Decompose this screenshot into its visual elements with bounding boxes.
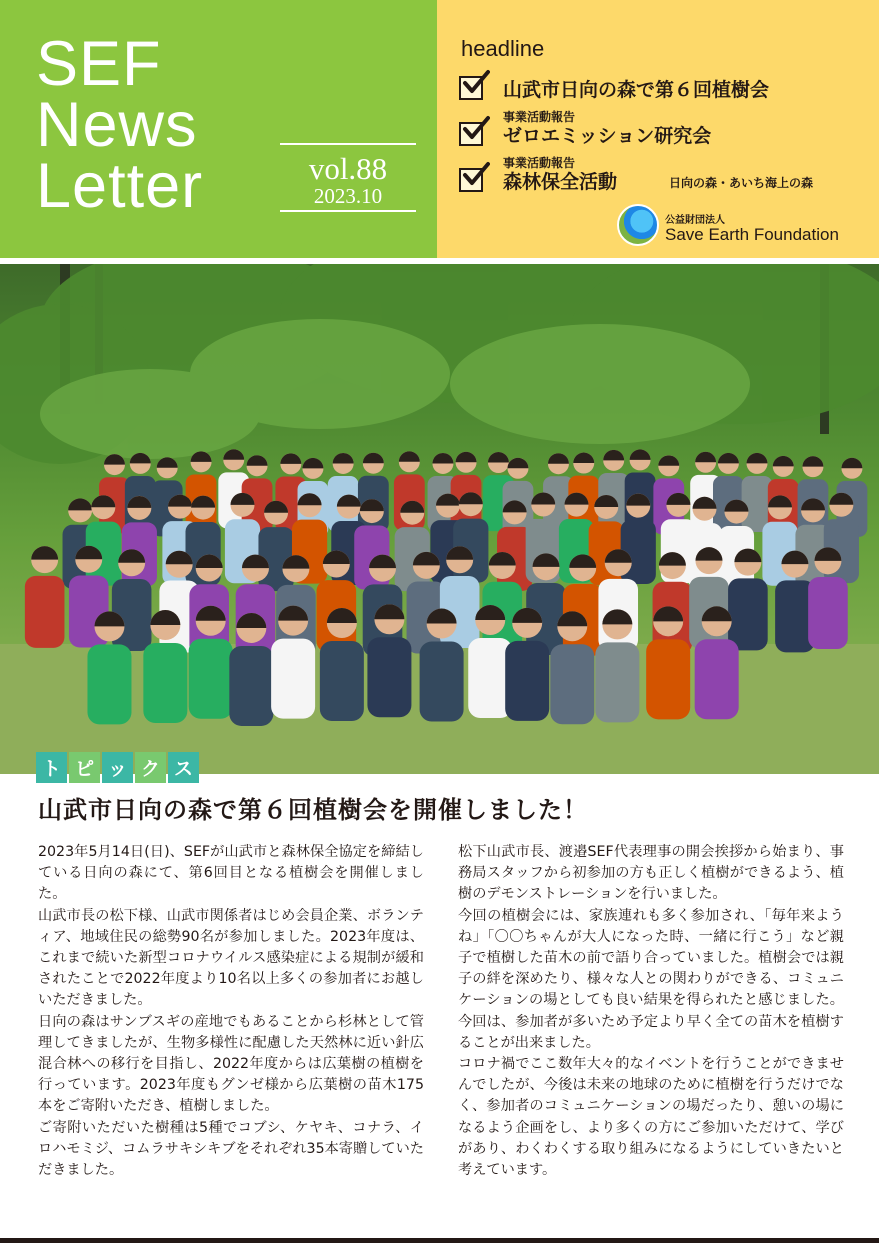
person-figure: [229, 646, 273, 726]
article-column-left: [38, 842, 424, 1181]
article-paragraph: 松下山武市長、渡邉SEF代表理事の開会挨拶から始まり、事務局スタッフから初参加の方も正しく植樹ができるよう、植樹のデモンストレーションを行いました。: [458, 844, 844, 903]
person-hair: [841, 458, 862, 469]
article-paragraph: 山武市長の松下様、山武市関係者はじめ会員企業、ボランティア、地域住民の総勢90名が参加しました。2023年度は、これまで続いた新型コロナウイルス感染症による規制が緩和されたことで2022年度より10名以上多くの参加者にお越しいただきました。: [38, 907, 424, 1009]
topics-badge-char: ピ: [69, 752, 100, 783]
topics-badge-char: ッ: [102, 752, 133, 783]
person-hair: [747, 453, 768, 464]
person-hair: [31, 546, 58, 560]
issue-date: 2023.10: [313, 184, 383, 208]
person-hair: [603, 450, 624, 461]
article-paragraph: 2023年5月14日(日)、SEFが山武市と森林保全協定を締結している日向の森にて、第6回目となる植樹会を開催しました。: [38, 844, 424, 903]
person-hair: [695, 452, 716, 463]
person-hair: [488, 452, 509, 463]
forest-group-photo-illustration: [0, 264, 879, 774]
person-figure: [808, 577, 848, 649]
earth-logo-icon: [617, 204, 659, 246]
person-hair: [302, 458, 323, 468]
headline-item-category: 事業活動報告: [503, 110, 576, 124]
person-figure: [695, 639, 739, 719]
article-paragraph: ご寄附いただいた樹種は5種でコブシ、ケヤキ、コナラ、イロハモミジ、コムラサキシキブをそれぞれ35本寄贈していただきました。: [38, 1119, 424, 1179]
divider: [280, 210, 416, 212]
headline-item-category: 事業活動報告: [503, 156, 576, 170]
person-figure: [728, 578, 768, 650]
group-photo: [0, 264, 879, 774]
article-paragraph: 日向の森はサンブスギの産地でもあることから杉林として管理してきましたが、生物多様性に配慮した天然林に近い針広混合林への移行を目指し、2022年度からは広葉樹の植樹を行っています。2023年度もグンゼ様から広葉樹の苗木175本をご寄附いただき、植樹しました。: [38, 1013, 424, 1115]
person-figure: [595, 642, 639, 722]
logo-name: Save Earth Foundation: [665, 225, 839, 244]
logo-subtitle: 公益財団法人: [665, 215, 725, 226]
person-hair: [157, 457, 178, 467]
person-figure: [420, 642, 464, 722]
topics-badge: [36, 752, 201, 786]
headline-item-text: 森林保全活動: [503, 171, 618, 193]
person-figure: [189, 639, 233, 719]
person-hair: [773, 456, 794, 467]
person-hair: [507, 458, 528, 468]
person-figure: [87, 644, 131, 724]
article-column-right: [458, 842, 844, 1181]
foundation-logo[interactable]: [617, 204, 847, 254]
headline-panel: [437, 0, 879, 258]
headline-item-text: ゼロエミッション研究会: [503, 125, 712, 147]
person-hair: [399, 451, 420, 462]
checkbox-icon: [459, 122, 483, 146]
person-hair: [280, 453, 301, 464]
article-paragraph: コロナ禍でここ数年大々的なイベントを行うことができませんでしたが、今後は未来の地球のために植樹を行うだけでなく、参加者のコミュニケーションの場だったり、憩いの場になるよう企画をし、より多くの方にご参加いただけて、学びがあり、わくわくする取り組みになるようにしていきたいと考えています。: [458, 1056, 844, 1179]
topics-badge-char: ス: [168, 752, 199, 783]
masthead-title-line: Letter: [36, 151, 204, 221]
topics-badge-char: ト: [36, 752, 67, 783]
person-hair: [68, 498, 92, 510]
person-hair: [658, 455, 679, 465]
person-hair: [630, 449, 651, 459]
issue-volume: vol.88: [308, 151, 388, 186]
person-hair: [333, 453, 354, 464]
person-hair: [223, 449, 244, 459]
person-figure: [320, 641, 364, 721]
person-hair: [432, 453, 453, 464]
headline-item-text: 山武市日向の森で第６回植樹会: [503, 79, 770, 101]
person-figure: [367, 637, 411, 717]
person-hair: [802, 456, 823, 467]
headline-item-detail: 日向の森・あいち海上の森: [669, 176, 814, 190]
divider: [280, 143, 416, 145]
person-hair: [573, 453, 594, 464]
person-hair: [456, 452, 477, 463]
person-figure: [550, 644, 594, 724]
person-figure: [646, 639, 690, 719]
checkbox-icon: [459, 168, 483, 192]
person-figure: [143, 643, 187, 723]
masthead-panel: [0, 0, 437, 258]
headline-label: headline: [461, 36, 545, 61]
person-hair: [363, 453, 384, 464]
checkbox-icon: [459, 76, 483, 100]
masthead-title: [36, 29, 204, 221]
masthead-title-line: SEF: [36, 29, 162, 99]
newsletter-header: [0, 0, 879, 258]
topics-badge-char: ク: [135, 752, 166, 783]
issue-info: [280, 143, 416, 212]
person-figure: [271, 639, 315, 719]
person-hair: [247, 455, 268, 466]
person-figure: [505, 641, 549, 721]
masthead-title-line: News: [36, 90, 198, 160]
person-hair: [548, 453, 569, 464]
person-figure: [25, 576, 65, 648]
person-hair: [718, 453, 739, 464]
page-bottom-rule: [0, 1238, 879, 1243]
article-title: 山武市日向の森で第６回植樹会を開催しました！: [38, 796, 588, 824]
article-paragraph: 今回の植樹会には、家族連れも多く参加され、「毎年来ようね」「〇〇ちゃんが大人になった時、一緒に行こう」など親子で植樹した苗木の前で語り合っていました。植樹会では親子の絆を深めたり、様々な人との関わりができる、コミュニケーションの場としても良い結果を得られたと感じました。今回は、参加者が多いため予定より早く全ての苗木を植樹することが出来ました。: [458, 907, 844, 1051]
